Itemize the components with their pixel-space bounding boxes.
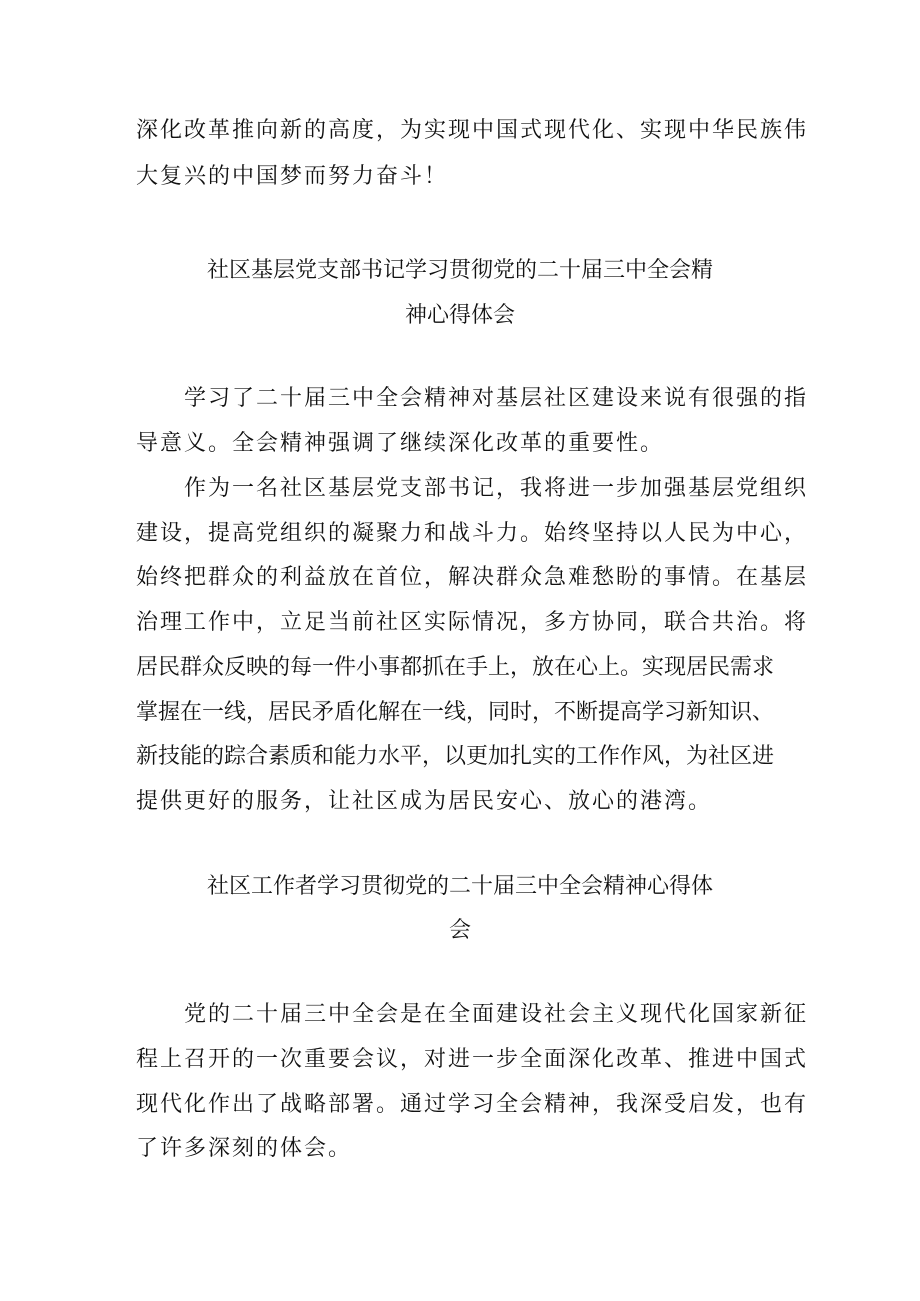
section2-title-line-1: 社区工作者学习贯彻党的二十届三中全会精神心得体: [206, 874, 713, 899]
section2-line-1: 党的二十届三中全会是在全面建设社会主义现代化国家新征: [184, 1002, 809, 1027]
section2-line-4: 了许多深刻的体会。: [136, 1136, 353, 1161]
section2-line-3: 现代化作出了战略部署。通过学习全会精神，我深受启发，也有: [136, 1092, 809, 1117]
section2-title-line-2: 会: [448, 918, 471, 943]
section1-line-1: 学习了二十届三中全会精神对基层社区建设来说有很强的指: [184, 386, 809, 411]
section1-line-9: 新技能的踪合素质和能力水平，以更加扎实的工作作风，为社区进: [136, 744, 775, 769]
section1-line-7: 居民群众反映的每一件小事都抓在手上，放在心上。实现居民需求: [136, 655, 775, 680]
section1-title-line-1: 社区基层党支部书记学习贯彻党的二十届三中全会精: [206, 258, 713, 283]
section1-line-3: 作为一名社区基层党支部书记，我将进一步加强基层党组织: [184, 476, 809, 501]
section1-line-2: 导意义。全会精神强调了继续深化改革的重要性。: [136, 431, 665, 456]
intro-line-2: 大复兴的中国梦而努力奋斗！: [136, 164, 449, 189]
section1-title-line-2: 神心得体会: [404, 303, 515, 328]
section1-line-4: 建设，提高党组织的凝聚力和战斗力。始终坚持以人民为中心，: [136, 521, 809, 546]
section1-line-6: 治理工作中，立足当前社区实际情况，多方协同，联合共治。将: [136, 610, 809, 635]
intro-line-1: 深化改革推向新的高度，为实现中国式现代化、实现中华民族伟: [136, 118, 809, 143]
section2-line-2: 程上召开的一次重要会议，对进一步全面深化改革、推进中国式: [136, 1047, 809, 1072]
section1-line-8: 掌握在一线，居民矛盾化解在一线，同时，不断提高学习新知识、: [136, 700, 775, 725]
section1-line-10: 提供更好的服务，让社区成为居民安心、放心的港湾。: [136, 789, 713, 814]
section1-line-5: 始终把群众的利益放在首位，解决群众急难愁盼的事情。在基层: [136, 565, 809, 590]
